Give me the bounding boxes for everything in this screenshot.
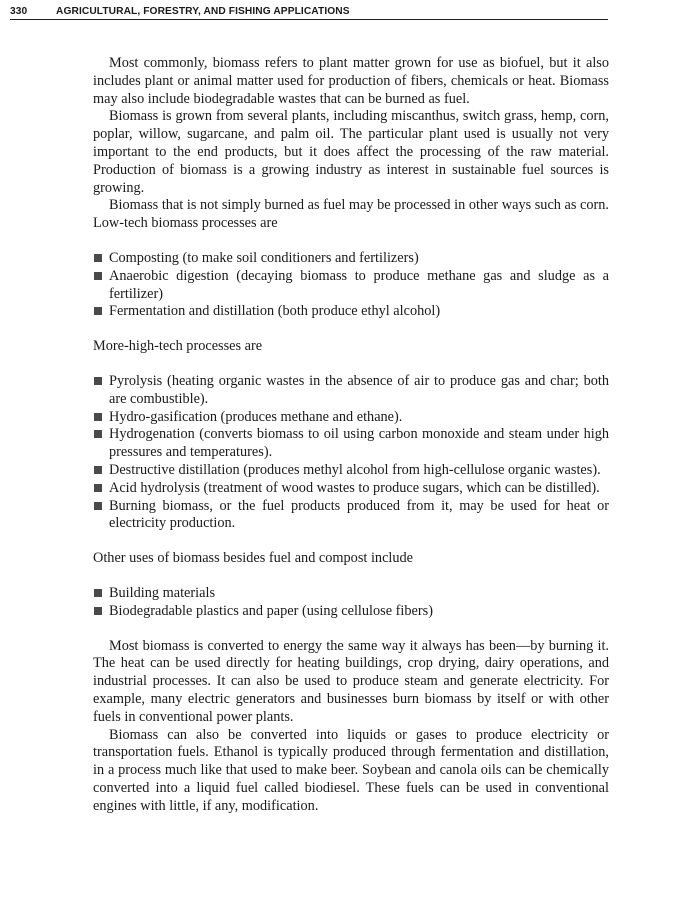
bullet-square-icon bbox=[94, 377, 102, 385]
running-title: AGRICULTURAL, FORESTRY, AND FISHING APPLICATIONS bbox=[56, 6, 350, 17]
paragraph: Biomass is grown from several plants, including miscanthus, switch grass, hemp, corn, poplar, willow, sugarcane, and palm oil. The particular plant used is usually not very important to the end products, but it does affect the processing of the raw material. Production of biomass is a growing industry as interest in sustainable fuel sources is growing. bbox=[93, 108, 609, 196]
paragraph: More-high-tech processes are bbox=[93, 338, 263, 355]
bullet-square-icon bbox=[94, 307, 102, 315]
bullet-square-icon bbox=[94, 413, 102, 421]
list-item: Hydro-gasification (produces methane and ethane). bbox=[93, 409, 609, 427]
bullet-square-icon bbox=[94, 466, 102, 474]
page-body bbox=[93, 55, 609, 815]
bullet-square-icon bbox=[94, 272, 102, 280]
paragraph: Other uses of biomass besides fuel and compost include bbox=[93, 550, 414, 567]
list-item: Hydrogenation (converts biomass to oil using carbon monoxide and steam under high pressures and temperatures). bbox=[93, 426, 609, 462]
bullet-square-icon bbox=[94, 502, 102, 510]
paragraph: Most commonly, biomass refers to plant matter grown for use as biofuel, but it also includes plant or animal matter used for production of fibers, chemicals or heat. Biomass may also include biodegradable wastes that can be burned as fuel. bbox=[93, 55, 609, 107]
list-item: Building materials bbox=[93, 585, 609, 603]
paragraph: Biomass that is not simply burned as fuel may be processed in other ways such as corn. Low-tech biomass processes are bbox=[93, 197, 609, 232]
high-tech-process-list bbox=[93, 373, 609, 533]
list-item: Burning biomass, or the fuel products produced from it, may be used for heat or electricity production. bbox=[93, 498, 609, 534]
paragraph: Biomass can also be converted into liquids or gases to produce electricity or transportation fuels. Ethanol is typically produced through fermentation and distillation, in a process much like that used to make beer. Soybean and canola oils can be chemically converted into a liquid fuel called biodiesel. These fuels can be used in conventional engines with little, if any, modification. bbox=[93, 726, 609, 814]
page-number: 330 bbox=[10, 6, 28, 17]
low-tech-process-list bbox=[93, 250, 609, 321]
list-item: Biodegradable plastics and paper (using cellulose fibers) bbox=[93, 603, 609, 621]
list-item: Composting (to make soil conditioners and fertilizers) bbox=[93, 250, 609, 268]
list-item: Acid hydrolysis (treatment of wood wastes to produce sugars, which can be distilled). bbox=[93, 480, 609, 498]
list-item: Pyrolysis (heating organic wastes in the absence of air to produce gas and char; both are combustible). bbox=[93, 373, 609, 409]
list-item: Anaerobic digestion (decaying biomass to produce methane gas and sludge as a fertilizer) bbox=[93, 268, 609, 304]
list-item: Destructive distillation (produces methyl alcohol from high-cellulose organic wastes). bbox=[93, 462, 609, 480]
running-header bbox=[10, 4, 608, 20]
spacer bbox=[93, 233, 609, 250]
list-item: Fermentation and distillation (both produce ethyl alcohol) bbox=[93, 303, 609, 321]
other-uses-list bbox=[93, 585, 609, 621]
bullet-square-icon bbox=[94, 254, 102, 262]
bullet-square-icon bbox=[94, 430, 102, 438]
paragraph: Most biomass is converted to energy the same way it always has been—by burning it. The heat can be used directly for heating buildings, crop drying, dairy operations, and industrial processes. It can also be used to produce steam and generate electricity. For example, many electric generators and businesses burn biomass by itself or with other fuels in conventional power plants. bbox=[93, 637, 609, 725]
bullet-square-icon bbox=[94, 589, 102, 597]
bullet-square-icon bbox=[94, 484, 102, 492]
bullet-square-icon bbox=[94, 607, 102, 615]
